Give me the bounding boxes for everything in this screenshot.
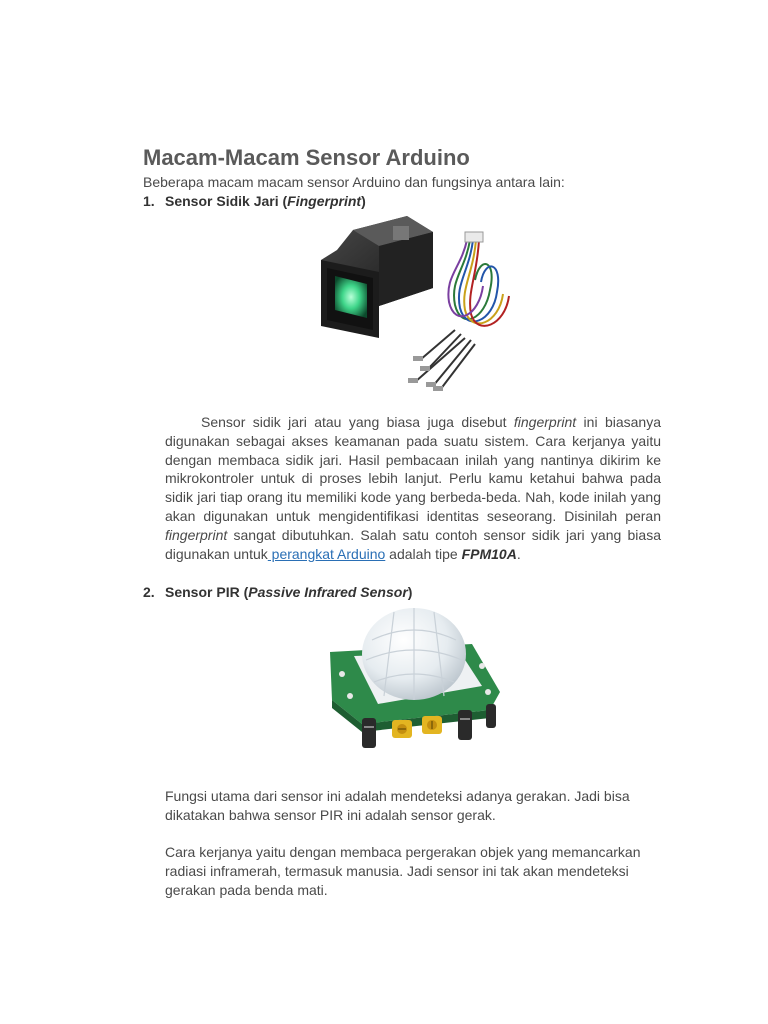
fingerprint-sensor-image	[315, 210, 515, 395]
section-1-text-3: sangat dibutuhkan. Salah satu contoh sensor sidik jari yang biasa digunakan untuk	[165, 526, 661, 562]
intro-text: Beberapa macam macam sensor Arduino dan fungsinya antara lain:	[143, 174, 565, 190]
section-2-heading-prefix: Sensor PIR (	[165, 584, 249, 600]
section-1-heading-prefix: Sensor Sidik Jari (	[165, 193, 288, 209]
section-1-italic-1: fingerprint	[513, 414, 577, 430]
section-1-model-name: FPM10A	[461, 545, 517, 562]
section-2-paragraph-2: Cara kerjanya yaitu dengan membaca pergerakan objek yang memancarkan radiasi inframerah, termasuk manusia. Jadi sensor ini tak akan mendeteksi gerakan pada benda mati.	[165, 844, 641, 898]
section-2-heading-italic: Passive Infrared Sensor	[248, 584, 408, 600]
section-1-paragraph	[165, 413, 661, 563]
section-2-heading	[143, 584, 412, 600]
section-1-text-4: adalah tipe	[385, 545, 462, 562]
section-1-text-1: Sensor sidik jari atau yang biasa juga disebut	[201, 414, 514, 430]
section-1-number: 1.	[143, 193, 155, 209]
section-1-heading-italic: Fingerprint	[287, 193, 362, 209]
section-2-number: 2.	[143, 584, 155, 600]
section-2-heading-suffix: )	[407, 584, 413, 600]
section-1-text-5: .	[516, 545, 521, 562]
section-2-paragraph-1: Fungsi utama dari sensor ini adalah mendeteksi adanya gerakan. Jadi bisa dikatakan bahwa sensor PIR ini adalah sensor gerak.	[165, 788, 630, 823]
section-1-text-2: ini biasanya digunakan sebagai akses keamanan pada suatu sistem. Cara kerjanya yaitu dengan membaca sidik jari. Hasil pembacaan inilah yang nantinya dikirim ke mikrokontroler untuk di proses lebih lanjut. Perlu kamu ketahui bahwa pada sidik jari tiap orang itu memiliki kode yang berbeda-beda. Nah, kode inilah yang akan digunakan untuk mengidentifikasi identitas seseorang. Disinilah peran	[165, 414, 661, 524]
section-1-italic-2: fingerprint	[165, 526, 228, 543]
section-1-heading	[143, 193, 366, 209]
section-1-heading-suffix: )	[361, 193, 366, 209]
page-title: Macam-Macam Sensor Arduino	[143, 145, 470, 170]
pir-sensor-image	[322, 600, 508, 762]
perangkat-arduino-link[interactable]: perangkat Arduino	[267, 545, 386, 562]
